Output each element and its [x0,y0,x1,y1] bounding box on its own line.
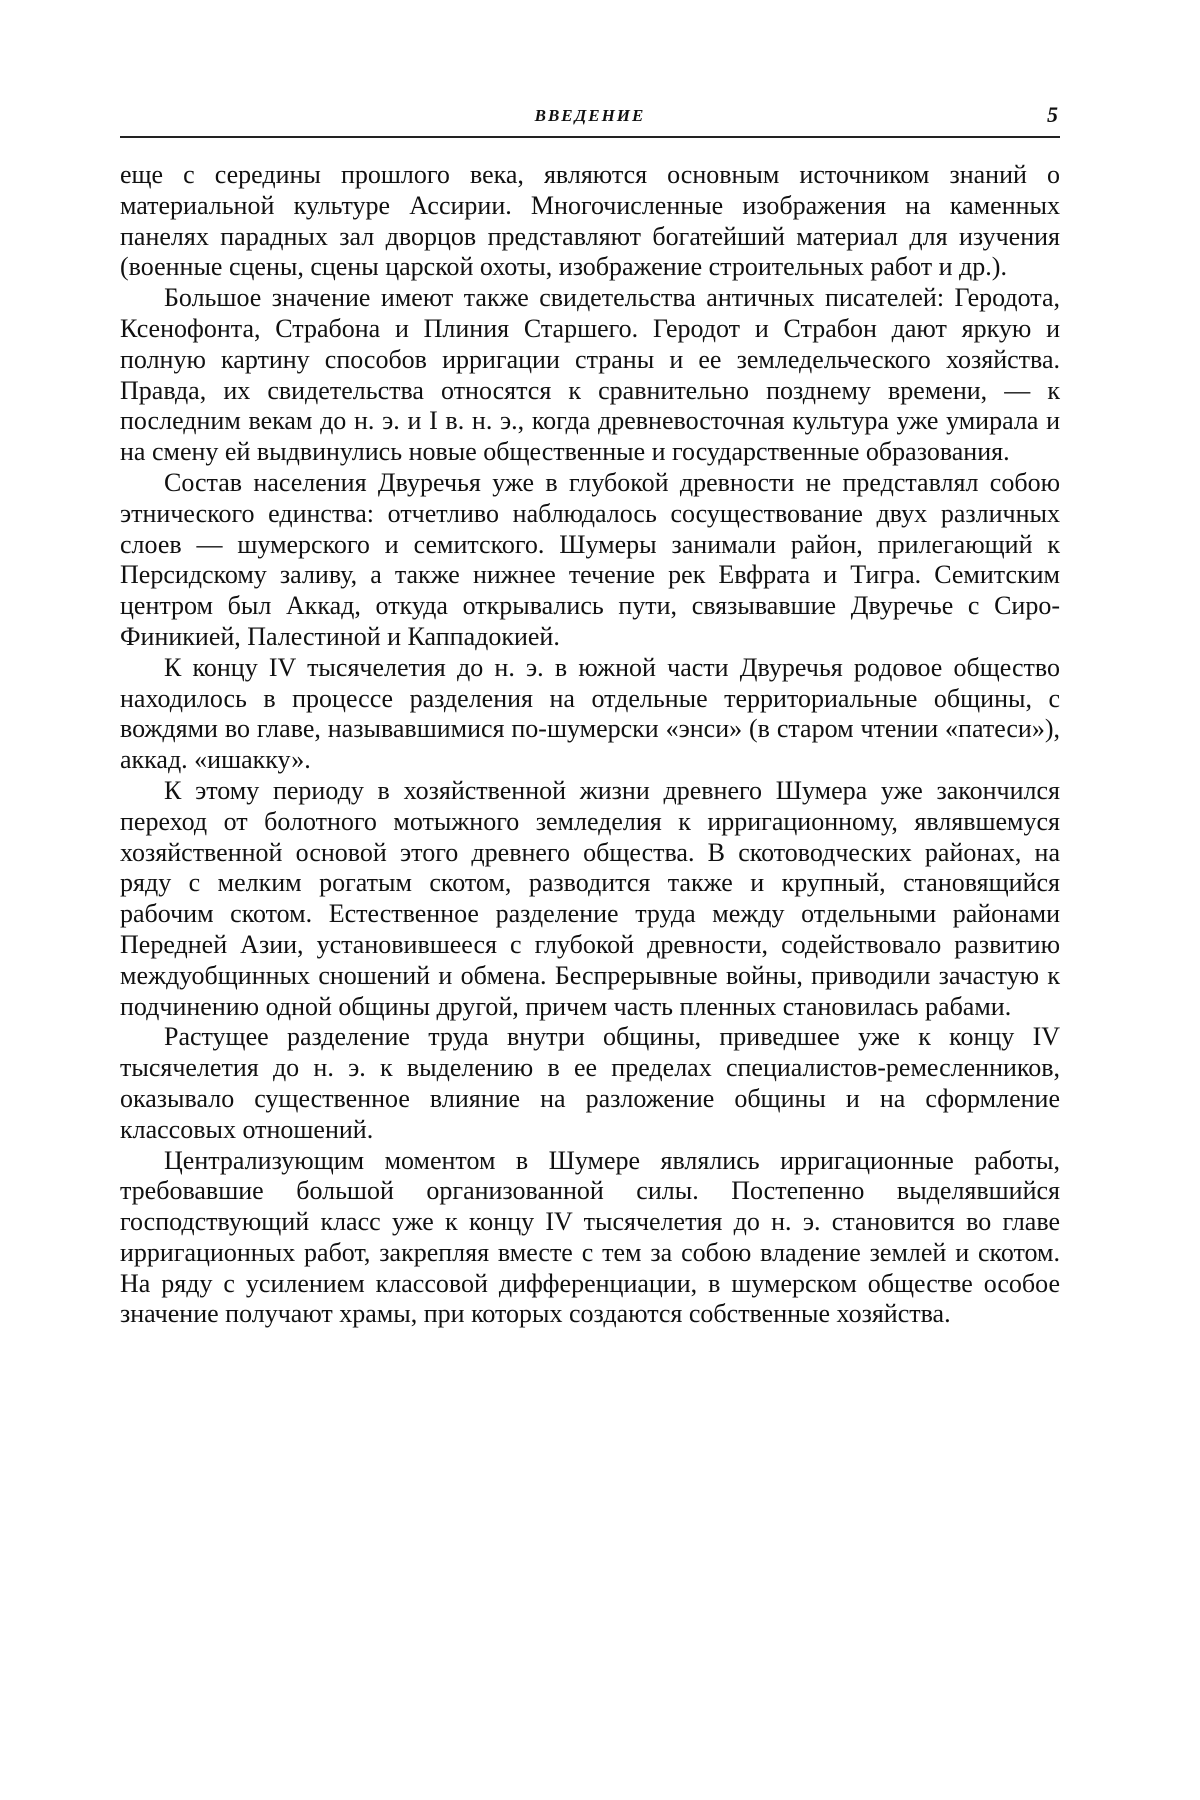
running-title: ВВЕДЕНИЕ [120,106,1060,126]
paragraph-temples: Централизующим моментом в Шумере являлись ирригационные работы, требовавшие большой организованной силы. Постепенно выделявшийся господствующий класс уже к концу IV тысячелетия до н. э. становится во главе ирригационных работ, закрепляя вместе с тем за собою владение землей и скотом. На ряду с усилением классовой дифференциации, в шумерском обществе особое значение получают храмы, при которых создаются собственные хозяйства. [120,1146,1060,1331]
paragraph-territorial-communities: К концу IV тысячелетия до н. э. в южной части Двуречья родовое общество находилось в процессе разделения на отдельные территориальные общины, с вождями во главе, называвшимися по-шумерски «энси» (в старом чтении «патеси»), аккад. «ишакку». [120,653,1060,776]
paragraph-population: Состав населения Двуречья уже в глубокой древности не представлял собою этнического единства: отчетливо наблюдалось сосуществование двух различных слоев — шумерского и семитского. Шумеры занимали район, прилегающий к Персидскому заливу, а также нижнее течение рек Евфрата и Тигра. Семитским центром был Аккад, откуда открывались пути, связывавшие Двуречье с Сиро-Финикией, Палестиной и Каппадокией. [120,468,1060,653]
body-text [120,160,1060,1330]
paragraph-irrigation-economy: К этому периоду в хозяйственной жизни древнего Шумера уже закончился переход от болотного мотыжного земледелия к ирригационному, являвшемуся хозяйственной основой этого древнего общества. В скотоводческих районах, на ряду с мелким рогатым скотом, разводится также и крупный, становящийся рабочим скотом. Естественное разделение труда между отдельными районами Передней Азии, установившееся с глубокой древности, содействовало развитию междуобщинных сношений и обмена. Беспрерывные войны, приводили зачастую к подчинению одной общины другой, причем часть пленных становилась рабами. [120,776,1060,1022]
running-head [120,100,1060,138]
paragraph-division-of-labor: Растущее разделение труда внутри общины, приведшее уже к концу IV тысячелетия до н. э. к выделению в ее пределах специалистов-ремесленников, оказывало существенное влияние на разложение общины и на сформление классовых отношений. [120,1022,1060,1145]
paragraph-assyrian-reliefs: еще с середины прошлого века, являются основным источником знаний о материальной культуре Ассирии. Многочисленные изображения на каменных панелях парадных зал дворцов представляют богатейший материал для изучения (военные сцены, сцены царской охоты, изображение строительных работ и др.). [120,160,1060,283]
page-number: 5 [1047,102,1058,128]
paragraph-ancient-writers: Большое значение имеют также свидетельства античных писателей: Геродота, Ксенофонта, Страбона и Плиния Старшего. Геродот и Страбон дают яркую и полную картину способов ирригации страны и ее земледельческого хозяйства. Правда, их свидетельства относятся к сравнительно позднему времени, — к последним векам до н. э. и I в. н. э., когда древневосточная культура уже умирала и на смену ей выдвинулись новые общественные и государственные образования. [120,283,1060,468]
book-page [120,100,1060,1330]
